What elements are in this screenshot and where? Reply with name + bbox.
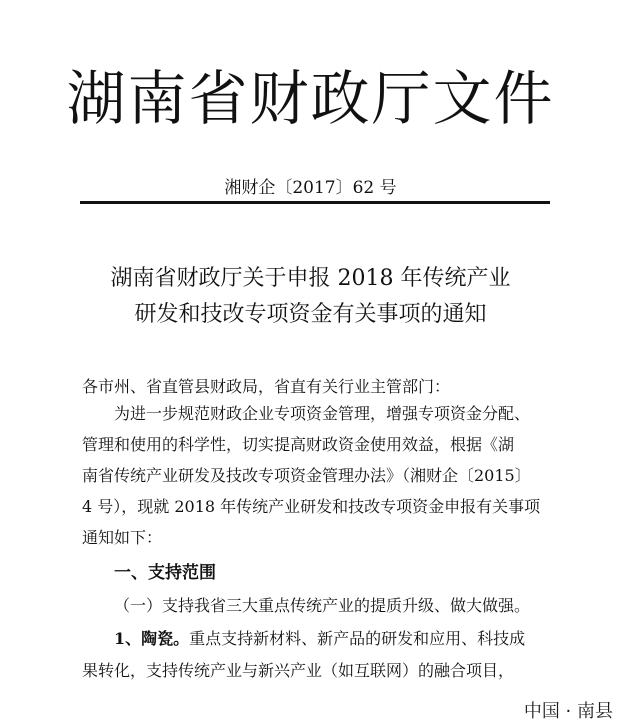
ceramics-paragraph-line-1	[114, 626, 582, 651]
ceramics-label: 1、陶瓷。	[114, 629, 190, 648]
document-number: 湘财企〔2017〕62 号	[224, 178, 397, 198]
paragraph-1-line-3: 南省传统产业研发及技改专项资金管理办法》（湘财企〔2015〕	[82, 466, 531, 485]
header-rule	[80, 201, 550, 204]
watermark-label: 中国 · 南县	[523, 701, 613, 722]
ceramics-text-line-1: 重点支持新材料、新产品的研发和应用、科技成	[189, 629, 526, 648]
section-1-heading: 一、支持范围	[114, 563, 216, 583]
notice-title-line-2: 研发和技改专项资金有关事项的通知	[134, 302, 487, 327]
paragraph-1-line-4: 4 号），现就 2018 年传统产业研发和技改专项资金申报有关事项	[82, 497, 541, 516]
paragraph-1-line-2: 管理和使用的科学性，切实提高财政资金使用效益，根据《湖	[82, 435, 515, 454]
section-1-item-1: （一）支持我省三大重点传统产业的提质升级、做大做强。	[114, 596, 531, 615]
ceramics-paragraph-line-2: 果转化，支持传统产业与新兴产业（如互联网）的融合项目，	[82, 661, 515, 680]
addressee-line: 各市州、省直管县财政局，省直有关行业主管部门：	[82, 377, 451, 396]
paragraph-1-line-1: 为进一步规范财政企业专项资金管理，增强专项资金分配、	[114, 404, 531, 423]
org-header-title: 湖南省财政厅文件	[66, 64, 555, 133]
paragraph-1-line-5: 通知如下：	[82, 528, 163, 547]
notice-title-line-1: 湖南省财政厅关于申报 2018 年传统产业	[110, 266, 511, 291]
